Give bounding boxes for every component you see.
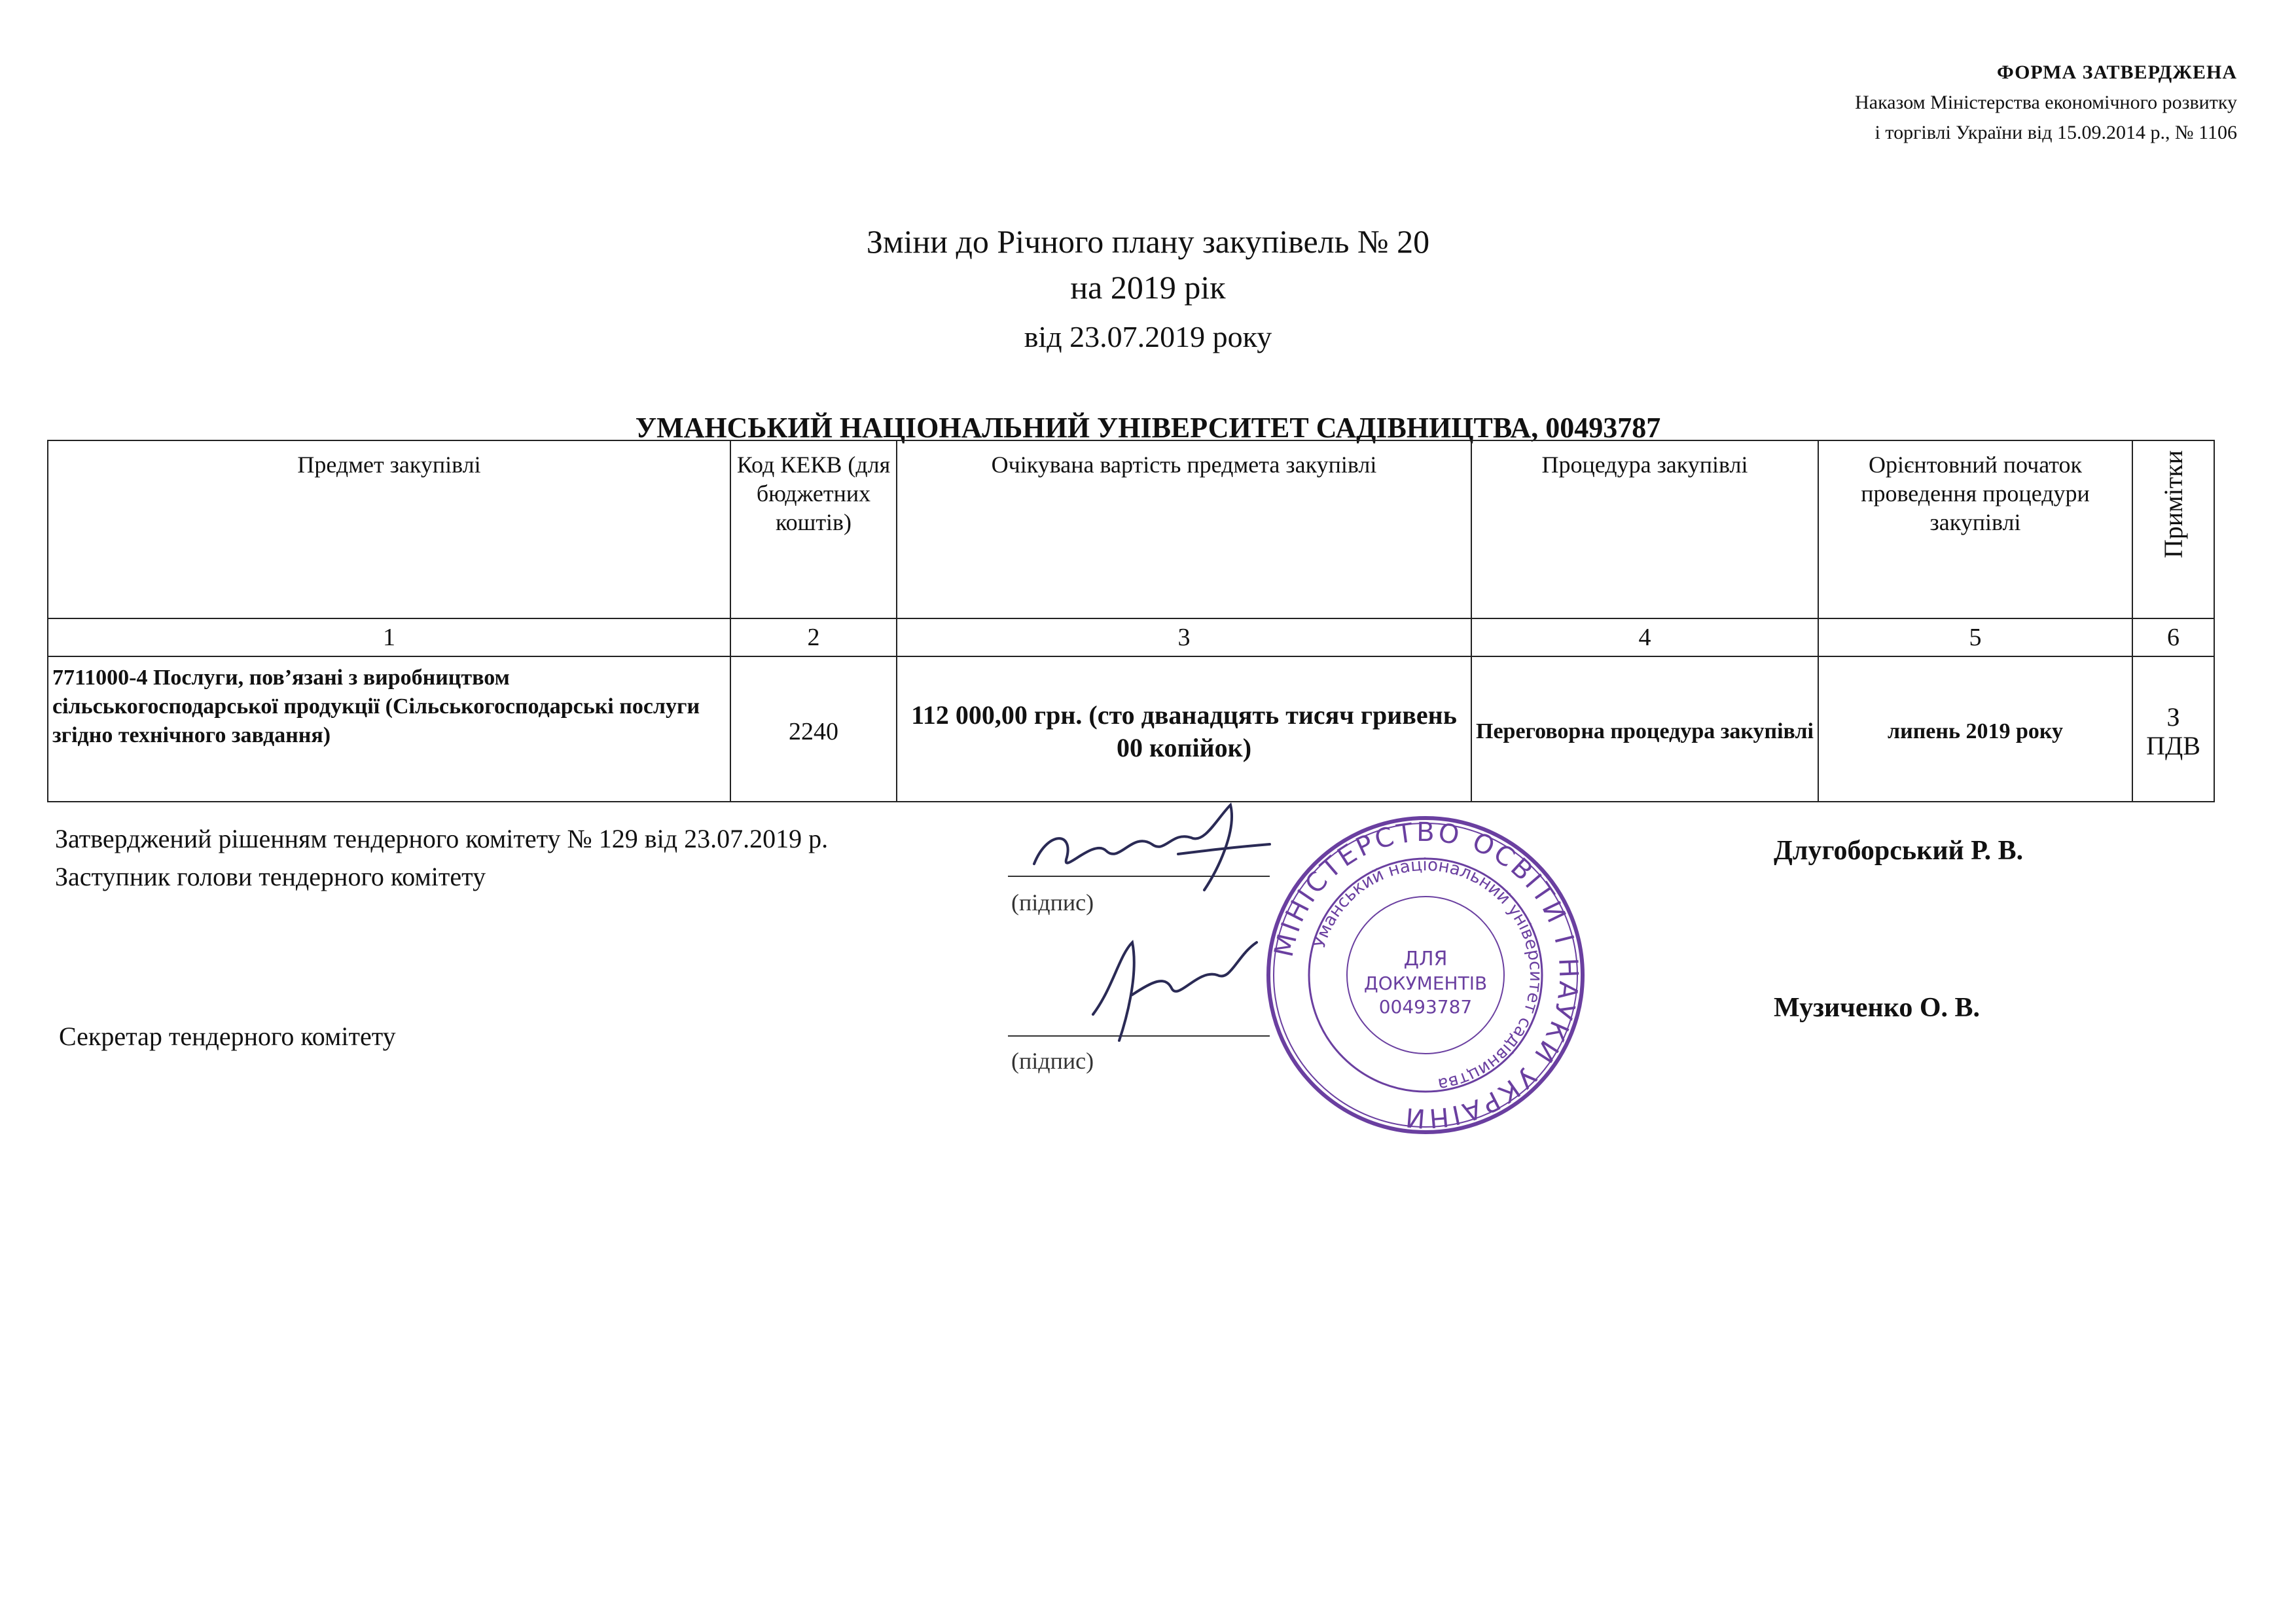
row-subject: 7711000-4 Послуги, пов’язані з виробництвом сільськогосподарської продукції (Сільськогосподарські послуги згідно технічного завдання) [48, 656, 730, 802]
svg-text:00493787: 00493787 [1378, 996, 1473, 1018]
svg-text:Уманський національний універс: Уманський національний університет садівництва [1309, 855, 1546, 1094]
header-cost: Очікувана вартість предмета закупівлі [897, 440, 1471, 618]
approved-by-text: Затверджений рішенням тендерного комітету № 129 від 23.07.2019 р. [55, 824, 829, 853]
svg-text:МІНІСТЕРСТВО ОСВІТИ І НАУКИ УК: МІНІСТЕРСТВО ОСВІТИ І НАУКИ УКРАЇНИ [1268, 817, 1584, 1133]
column-number: 1 [48, 618, 730, 656]
deputy-handwritten-signature [1021, 792, 1296, 910]
document-year: на 2019 рік [1070, 269, 1226, 306]
procurement-table [47, 440, 2215, 802]
deputy-title: Заступник голови тендерного комітету [55, 862, 486, 891]
header-subject: Предмет закупівлі [48, 440, 730, 618]
document-title: Зміни до Річного плану закупівель № 20 [866, 223, 1430, 260]
header-notes-cell [2132, 440, 2214, 618]
approval-block [1855, 58, 2237, 148]
header-procedure: Процедура закупівлі [1471, 440, 1818, 618]
deputy-name: Длугоборський Р. В. [1774, 836, 2024, 866]
document-date: від 23.07.2019 року [1024, 320, 1272, 353]
deputy-signature-caption: (підпис) [1011, 889, 1094, 916]
approval-heading: ФОРМА ЗАТВЕРДЖЕНА [1996, 62, 2237, 83]
secretary-title: Секретар тендерного комітету [59, 1022, 396, 1051]
row-start: липень 2019 року [1818, 656, 2132, 802]
table-number-row [48, 618, 2214, 656]
row-kekv: 2240 [730, 656, 897, 802]
table-header-row [48, 440, 2214, 618]
svg-text:ДЛЯ: ДЛЯ [1403, 948, 1448, 971]
row-note: З ПДВ [2132, 656, 2214, 802]
row-cost: 112 000,00 грн. (сто дванадцять тисяч гривень 00 копійок) [897, 656, 1471, 802]
column-number: 6 [2132, 618, 2214, 656]
header-kekv: Код КЕКВ (для бюджетних коштів) [730, 440, 897, 618]
approval-line-1: Наказом Міністерства економічного розвитку [1855, 92, 2237, 113]
secretary-signature-caption: (підпис) [1011, 1048, 1094, 1074]
secretary-name: Музиченко О. В. [1774, 993, 1981, 1023]
official-stamp [1262, 812, 1589, 1139]
approval-line-2: і торгівлі України від 15.09.2014 р., № 1106 [1874, 122, 2237, 143]
header-start: Орієнтовний початок проведення процедури закупівлі [1818, 440, 2132, 618]
secretary-handwritten-signature [1073, 916, 1283, 1047]
table-row [48, 656, 2214, 802]
column-number: 2 [730, 618, 897, 656]
header-notes: Примітки [2158, 450, 2188, 559]
column-number: 5 [1818, 618, 2132, 656]
organization-name: УМАНСЬКИЙ НАЦІОНАЛЬНИЙ УНІВЕРСИТЕТ САДІВНИЦТВА, 00493787 [635, 412, 1661, 444]
column-number: 4 [1471, 618, 1818, 656]
row-procedure: Переговорна процедура закупівлі [1471, 656, 1818, 802]
column-number: 3 [897, 618, 1471, 656]
svg-text:ДОКУМЕНТІВ: ДОКУМЕНТІВ [1363, 972, 1488, 994]
